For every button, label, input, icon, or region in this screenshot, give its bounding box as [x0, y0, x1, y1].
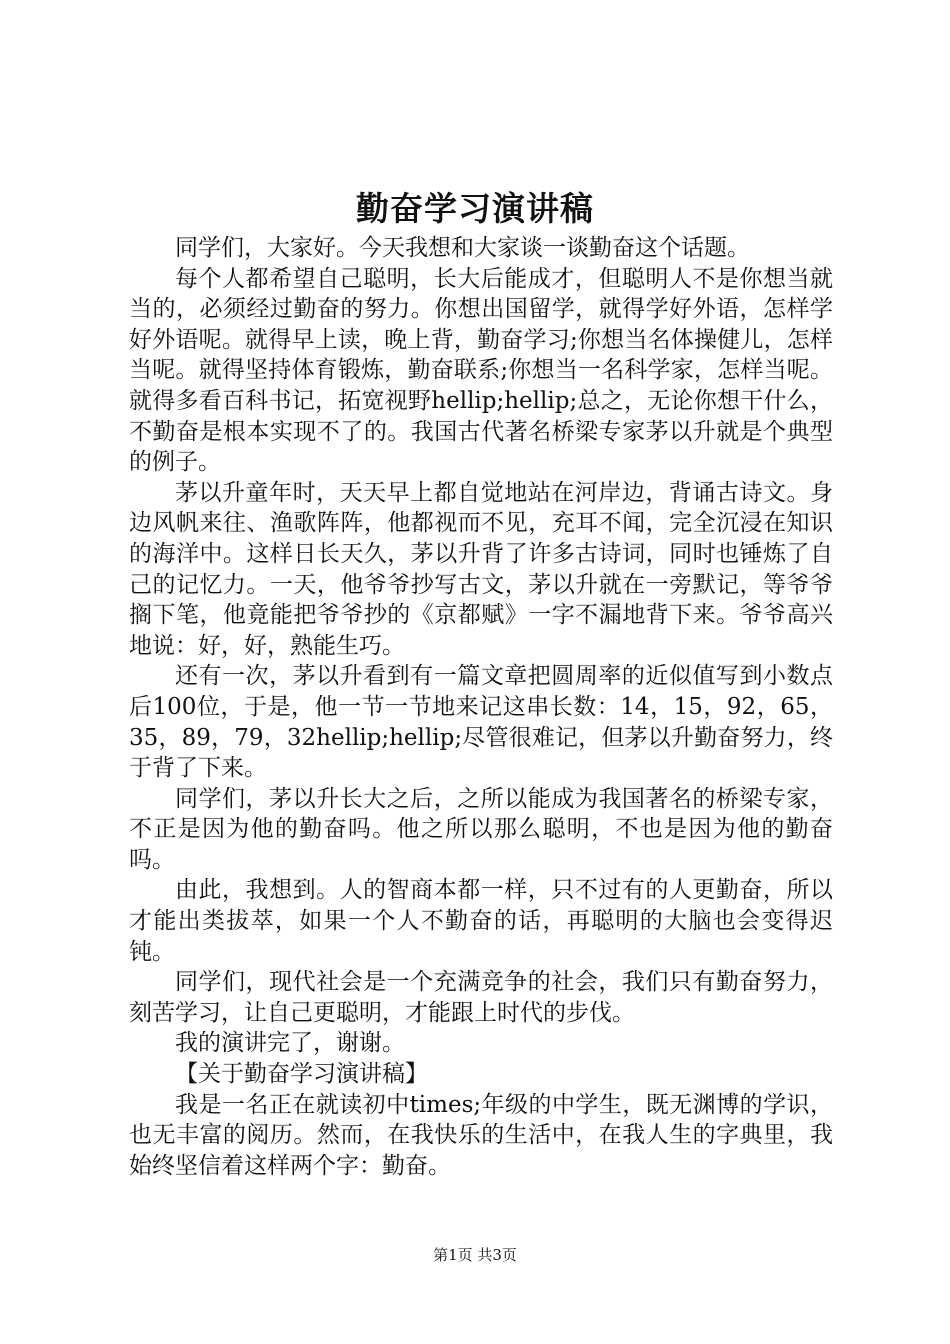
paragraph: 我是一名正在就读初中times;年级的中学生，既无渊博的学识，也无丰富的阅历。然而，在我快乐的生活中，在我人生的字典里，我始终坚信着这样两个字：勤奋。 — [129, 1091, 833, 1179]
paragraph: 由此，我想到。人的智商本都一样，只不过有的人更勤奋，所以才能出类拔萃，如果一个人不勤奋的话，再聪明的大脑也会变得迟钝。 — [129, 877, 833, 965]
document-title: 勤奋学习演讲稿 — [356, 189, 594, 228]
page-number: 第1页 共3页 — [433, 1246, 517, 1264]
paragraph: 同学们，茅以升长大之后，之所以能成为我国著名的桥梁专家，不正是因为他的勤奋吗。他之所以那么聪明，不也是因为他的勤奋吗。 — [129, 785, 833, 873]
paragraph: 我的演讲完了，谢谢。 — [175, 1030, 405, 1057]
section-heading: 【关于勤奋学习演讲稿】 — [175, 1061, 428, 1088]
document-body — [129, 233, 833, 1181]
paragraph: 每个人都希望自己聪明，长大后能成才，但聪明人不是你想当就当的，必须经过勤奋的努力。你想出国留学，就得学好外语，怎样学好外语呢。就得早上读，晚上背，勤奋学习;你想当名体操健儿，怎样当呢。就得坚持体育锻炼，勤奋联系;你想当一名科学家，怎样当呢。就得多看百科书记，拓宽视野hellip;hellip;总之，无论你想干什么，不勤奋是根本实现不了的。我国古代著名桥梁专家茅以升就是个典型的例子。 — [129, 265, 833, 476]
paragraph: 还有一次，茅以升看到有一篇文章把圆周率的近似值写到小数点后100位，于是，他一节一节地来记这串长数：14，15，92，65，35，89，79，32hellip;hellip;尽管很难记，但茅以升勤奋努力，终于背了下来。 — [129, 663, 833, 782]
paragraph: 同学们，现代社会是一个充满竞争的社会，我们只有勤奋努力，刻苦学习，让自己更聪明，才能跟上时代的步伐。 — [129, 969, 833, 1026]
paragraph: 同学们，大家好。今天我想和大家谈一谈勤奋这个话题。 — [175, 235, 750, 261]
paragraph: 茅以升童年时，天天早上都自觉地站在河岸边，背诵古诗文。身边风帆来往、渔歌阵阵，他都视而不见，充耳不闻，完全沉浸在知识的海洋中。这样日长天久，茅以升背了许多古诗词，同时也锤炼了自己的记忆力。一天，他爷爷抄写古文，茅以升就在一旁默记，等爷爷搁下笔，他竟能把爷爷抄的《京都赋》一字不漏地背下来。爷爷高兴地说：好，好，熟能生巧。 — [129, 479, 833, 659]
